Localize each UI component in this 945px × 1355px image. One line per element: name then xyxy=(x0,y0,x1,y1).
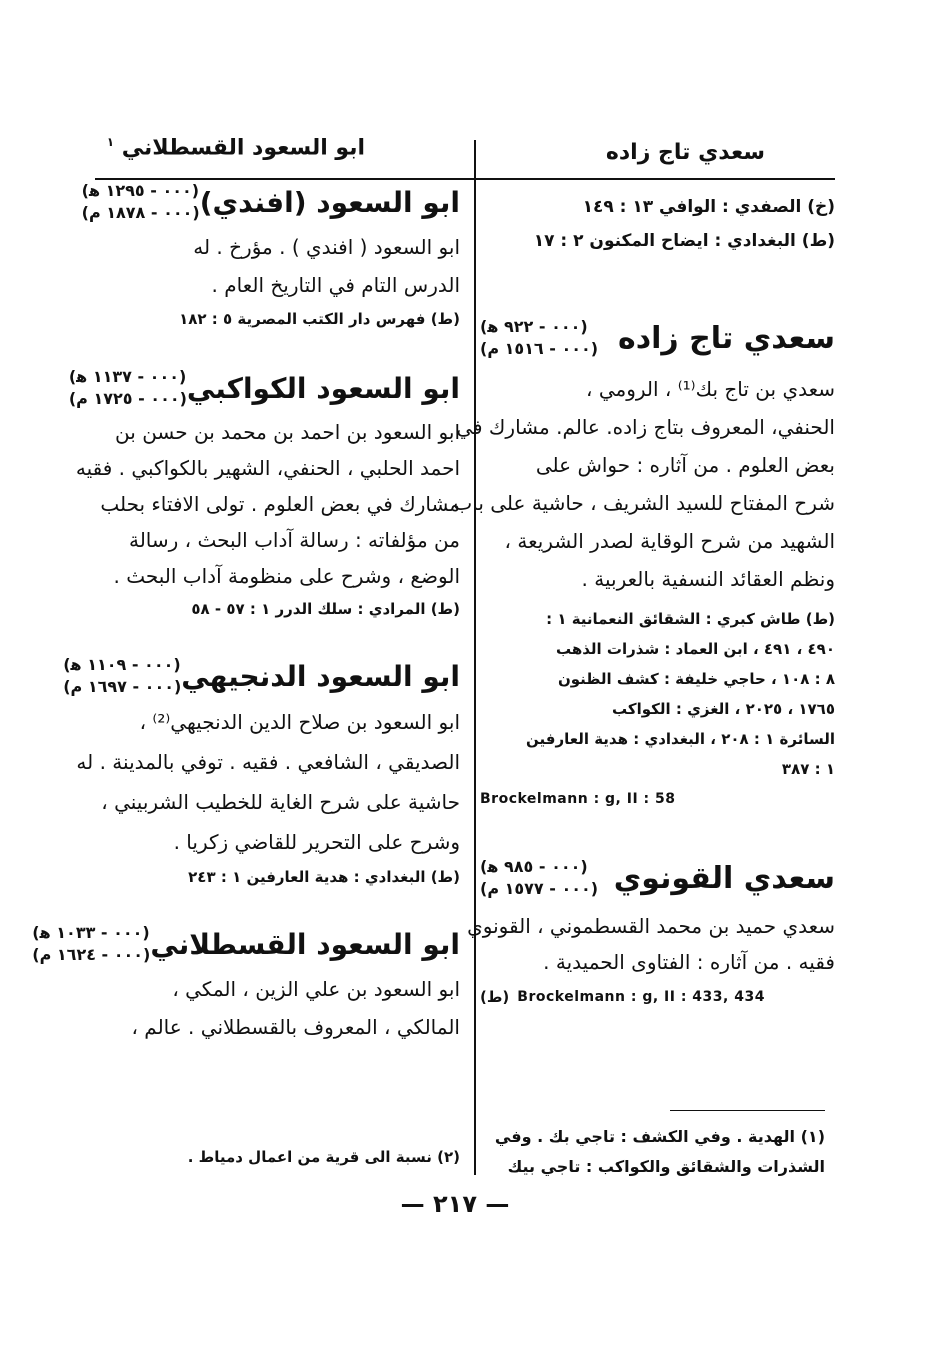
entry-abu-saud-qastallani xyxy=(32,922,460,1046)
ref-line: (ط) المرادي : سلك الدرر ١ : ٥٧ - ٥٨ xyxy=(191,600,460,618)
footnote-right xyxy=(470,1122,825,1182)
entry-head xyxy=(480,856,835,900)
dates-gregorian: (٠٠٠ - ١٥٧٧ م) xyxy=(480,879,599,898)
body-line: ابو السعود بن صلاح الدين الدنجيهي⁽²⁾ ، xyxy=(139,710,460,734)
ref-line: ١٧٦٥ ، ٢٠٢٥ ، الغزي : الكواكب xyxy=(612,700,835,718)
body-line: المالكي ، المعروف بالقسطلاني . عالم ، xyxy=(131,1015,460,1039)
entry-head xyxy=(68,366,460,410)
running-head-left xyxy=(107,135,365,160)
body-line: ابو السعود بن علي الزين ، المكي ، xyxy=(172,977,460,1001)
footnote-left: (٢) نسبة الى قرية من اعمال دمياط . xyxy=(187,1148,460,1166)
entry-dates xyxy=(69,366,187,410)
entry-head xyxy=(32,922,460,966)
dates-hijri: (٠٠٠ - ١٢٩٥ ﻫ) xyxy=(81,181,200,200)
entry-saadi-taj-zadeh xyxy=(453,316,835,814)
top-ref-line: (ط) البغدادي : ايضاح المكنون ٢ : ١٧ xyxy=(533,231,835,251)
entry-head xyxy=(480,316,835,360)
right-column xyxy=(453,190,835,1014)
entry-dates xyxy=(63,654,181,698)
footnote-rule xyxy=(670,1110,825,1111)
ref-line: (ط) البغدادي : هدية العارفين ١ : ٢٤٣ xyxy=(188,868,460,886)
dates-gregorian: (٠٠٠ - ١٦٩٧ م) xyxy=(63,677,182,696)
entry-name: ابو السعود (افندي) xyxy=(199,185,460,219)
body-line: فقيه . من آثاره : الفتاوى الحميدية . xyxy=(543,950,835,974)
body-line: الصديقي ، الشافعي . فقيه . توفي بالمدينة . له xyxy=(76,750,460,774)
entry-dates xyxy=(32,922,150,966)
body-line: ابو السعود بن احمد بن محمد بن حسن بن xyxy=(115,420,460,444)
latin-reference: Brockelmann : g, II : 433, 434 xyxy=(517,989,765,1005)
ref-line: السائرة ١ : ٢٠٨ ، البغدادي : هدية العارفين xyxy=(526,730,835,748)
entry-abu-saud-efendi xyxy=(81,180,460,334)
latin-reference-prefix: (ط) xyxy=(480,988,510,1006)
entry-abu-saud-kawakibi xyxy=(68,366,460,624)
left-column xyxy=(32,180,460,1046)
entry-name: ابو السعود الدنجيهي xyxy=(181,659,460,693)
ref-line: ٤٩٠ ، ٤٩١ ، ابن العماد : شذرات الذهب xyxy=(555,640,835,658)
dates-gregorian: (٠٠٠ - ١٧٢٥ م) xyxy=(68,389,187,408)
entry-name: سعدي تاج زاده xyxy=(618,320,835,356)
body-line: من مؤلفاته : رسالة آداب البحث ، رسالة xyxy=(128,528,460,552)
latin-reference-row xyxy=(480,980,835,1014)
dates-gregorian: (٠٠٠ - ١٦٢٤ م) xyxy=(32,945,151,964)
dates-gregorian: (٠٠٠ - ١٥١٦ م) xyxy=(480,339,599,358)
dates-hijri: (٠٠٠ - ١١٠٩ ﻫ) xyxy=(63,655,181,674)
body-line: سعدي بن تاج بك⁽¹⁾ ، الرومي ، xyxy=(586,377,835,401)
ref-line: (ط) فهرس دار الكتب المصرية ٥ : ١٨٢ xyxy=(179,310,460,328)
entry-head xyxy=(63,654,460,698)
body-line: الوضع ، وشرح على منظومة آداب البحث . xyxy=(113,564,460,588)
page-number: — ٢١٧ — xyxy=(400,1190,510,1218)
body-line: سعدي حميد بن محمد القسطموني ، القونوي xyxy=(467,914,835,938)
footnote-line: الشذرات والشقائق والكواكب : تاجي بيك xyxy=(507,1157,825,1176)
entry-name: ابو السعود الكواكبي xyxy=(186,371,460,405)
body-line: ابو السعود ( افندي ) . مؤرخ . له xyxy=(193,235,460,259)
entry-name: ابو السعود القسطلاني xyxy=(150,927,460,961)
dates-hijri: (٠٠٠ - ٩٢٢ ﻫ) xyxy=(480,317,588,336)
body-line: شرح المفتاح للسيد الشريف ، حاشية على باب xyxy=(453,491,835,515)
running-head-right: سعدي تاج زاده xyxy=(605,140,765,165)
body-line: الدرس التام في التاريخ العام . xyxy=(211,273,460,297)
ref-line: ١ : ٣٨٧ xyxy=(781,760,835,778)
column-divider xyxy=(474,140,476,1175)
entry-dates xyxy=(480,316,598,360)
dates-gregorian: (٠٠٠ - ١٨٧٨ م) xyxy=(81,203,200,222)
body-line: الحنفي، المعروف بتاج زاده. عالم. مشارك في xyxy=(456,415,835,439)
body-line: ونظم العقائد النسفية بالعربية . xyxy=(581,567,835,591)
running-head-left-mark: ١ xyxy=(106,135,115,149)
entry-name: سعدي القونوي xyxy=(613,860,835,896)
entry-dates xyxy=(480,856,598,900)
entry-dates xyxy=(82,180,200,224)
body-line: حاشية على شرح الغاية للخطيب الشربيني ، xyxy=(101,790,460,814)
latin-reference: Brockelmann : g, II : 58 xyxy=(480,791,676,807)
dates-hijri: (٠٠٠ - ١١٣٧ ﻫ) xyxy=(68,367,187,386)
dates-hijri: (٠٠٠ - ٩٨٥ ﻫ) xyxy=(480,857,588,876)
running-head-left-text: ابو السعود القسطلاني xyxy=(121,135,365,161)
body-line: مشارك في بعض العلوم . تولى الافتاء بحلب xyxy=(100,492,460,516)
body-line: وشرح على التحرير للقاضي زكريا . xyxy=(173,830,460,854)
entry-saadi-konevi xyxy=(467,856,835,1014)
top-ref-line: (خ) الصفدي : الوافي ١٣ : ١٤٩ xyxy=(582,197,835,217)
body-line: بعض العلوم . من آثاره : حواش على xyxy=(535,453,835,477)
dates-hijri: (٠٠٠ - ١٠٣٣ ﻫ) xyxy=(32,923,150,942)
entry-abu-saud-danjihi xyxy=(63,654,460,892)
footnote-line: (١) الهدية . وفي الكشف : تاجي بك . وفي xyxy=(494,1127,825,1146)
ref-line: ٨ : ١٠٨ ، حاجي خليفة : كشف الظنون xyxy=(557,670,835,688)
ref-line: (ط) طاش كبري : الشقائق النعمانية ١ : xyxy=(546,610,835,628)
entry-head xyxy=(81,180,460,224)
body-line: الشهيد من شرح الوقاية لصدر الشريعة ، xyxy=(504,529,835,553)
body-line: احمد الحلبي ، الحنفي، الشهير بالكواكبي . فقيه xyxy=(75,456,460,480)
